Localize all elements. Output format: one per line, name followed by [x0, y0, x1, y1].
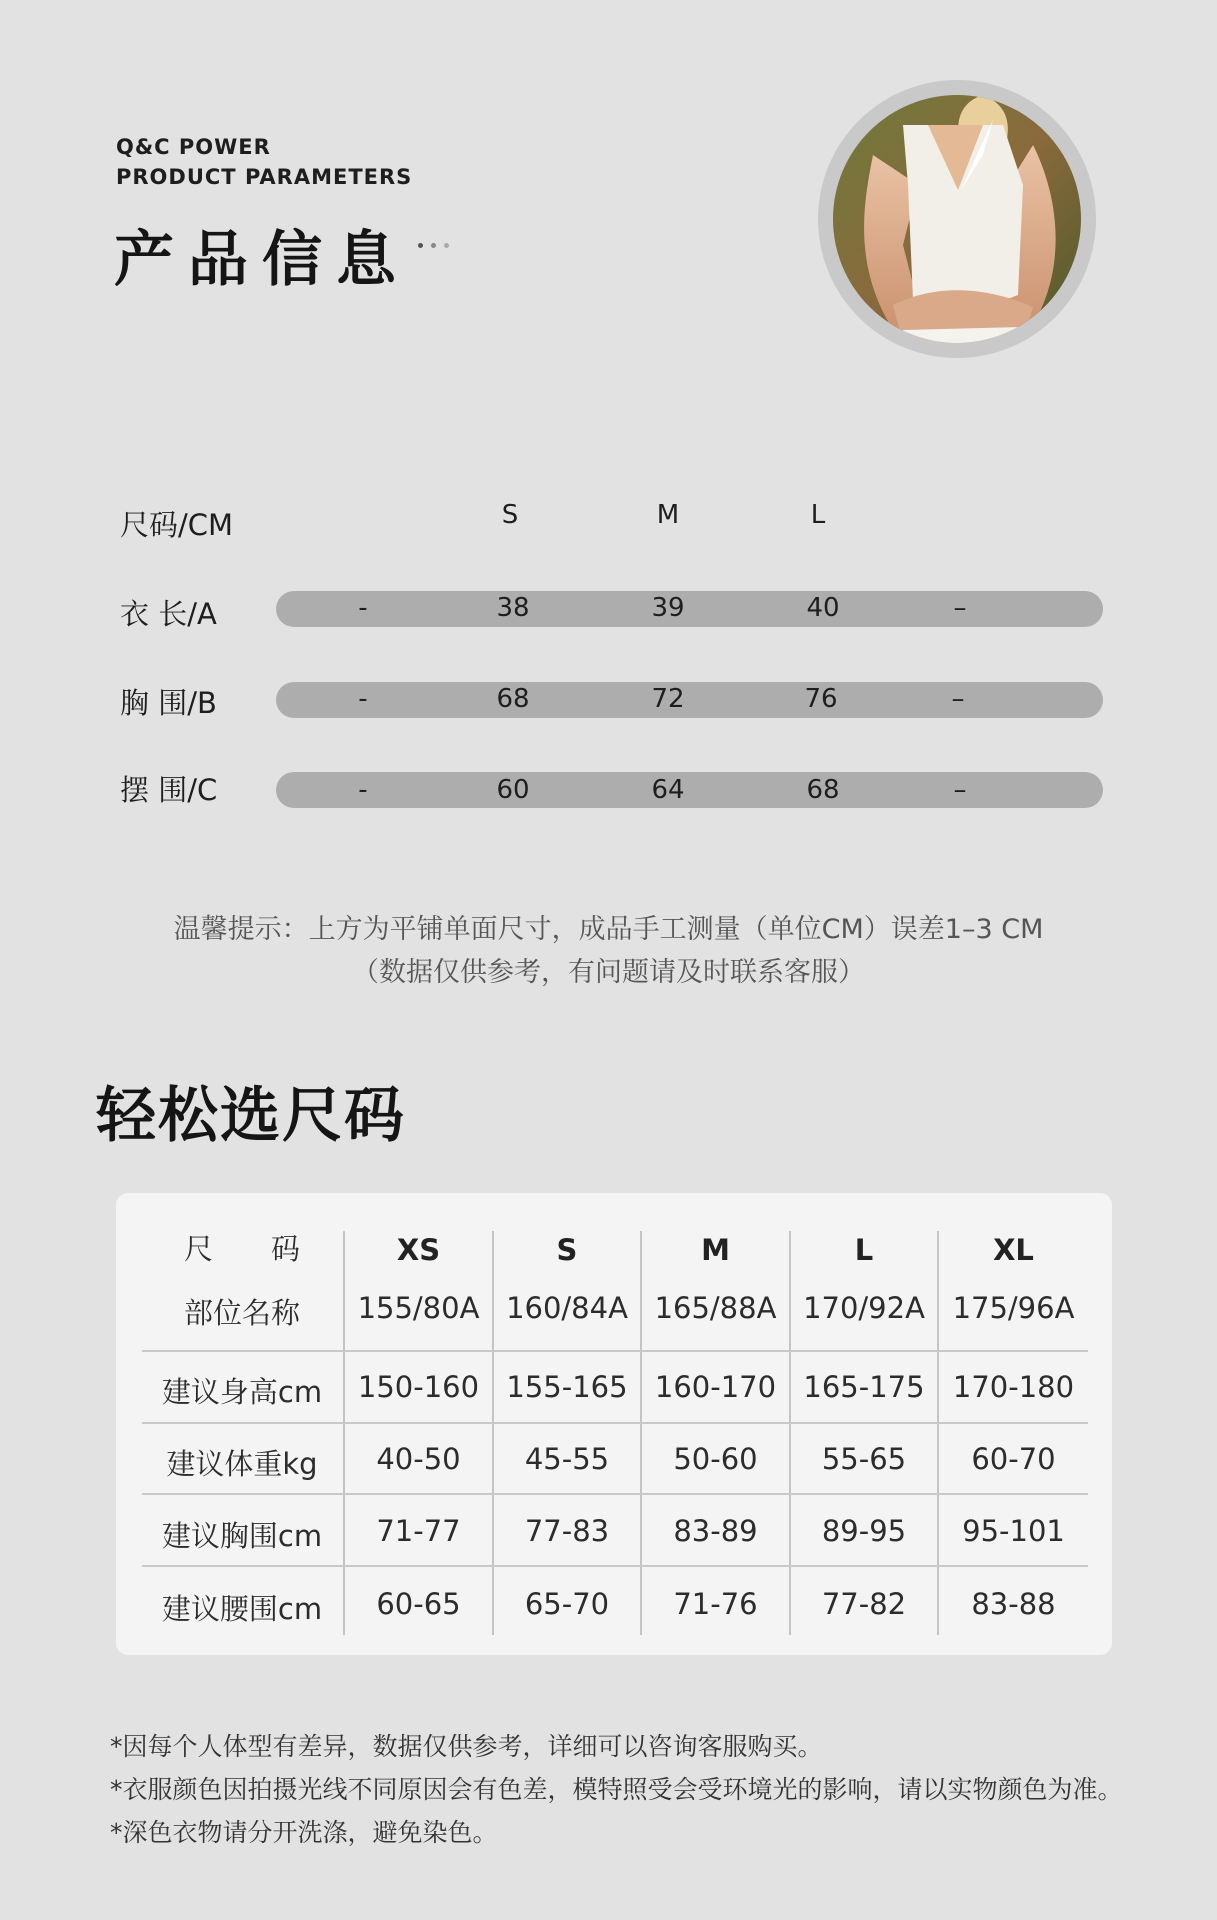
size-col-l: L	[854, 1233, 874, 1267]
size-chart-table	[116, 1193, 1112, 1655]
measure-value: 68	[496, 684, 530, 714]
size-header-l: L	[810, 500, 826, 530]
row-label-height: 建议身高cm	[161, 1375, 323, 1409]
table-cell: 95-101	[962, 1514, 1065, 1548]
measure-value: 40	[806, 593, 840, 623]
note-color-difference: *衣服颜色因拍摄光线不同原因会有色差，模特照受会受环境光的影响，请以实物颜色为准。	[110, 1775, 1123, 1804]
size-spec: 170/92A	[803, 1291, 925, 1325]
size-col-m: M	[701, 1233, 730, 1267]
measure-tip-note: （数据仅供参考，有问题请及时联系客服）	[352, 957, 865, 988]
table-cell: 45-55	[524, 1442, 610, 1476]
table-cell: 50-60	[673, 1442, 758, 1476]
measure-value: 72	[651, 684, 685, 714]
table-cell: 71-77	[376, 1514, 461, 1548]
measure-value: –	[953, 775, 967, 805]
size-spec: 175/96A	[952, 1291, 1075, 1325]
size-col-xl: XL	[993, 1233, 1034, 1267]
size-spec: 155/80A	[357, 1291, 480, 1325]
measure-value: 38	[496, 593, 530, 623]
measure-value: -	[358, 684, 368, 714]
measure-label-length: 衣 长/A	[120, 597, 217, 631]
brand-name: Q&C POWER	[116, 135, 271, 159]
product-photo-frame	[818, 80, 1096, 358]
size-header-m: M	[656, 500, 680, 530]
note-washing: *深色衣物请分开洗涤，避免染色。	[110, 1818, 498, 1847]
row-label-chest: 建议胸围cm	[161, 1519, 323, 1553]
corner-part-label: 部位名称	[183, 1296, 300, 1330]
measure-value: –	[951, 684, 965, 714]
size-guide-title: 轻松选尺码	[96, 1081, 406, 1151]
size-unit-label: 尺码/CM	[120, 508, 234, 542]
measure-value: 76	[804, 684, 838, 714]
row-label-weight: 建议体重kg	[166, 1447, 318, 1481]
measure-value: -	[358, 593, 368, 623]
measure-value: 60	[496, 775, 530, 805]
brand-subtitle: PRODUCT PARAMETERS	[116, 165, 413, 189]
title-dots-decoration	[418, 243, 449, 248]
table-cell: 77-83	[524, 1514, 610, 1548]
note-body-type: *因每个人体型有差异，数据仅供参考，详细可以咨询客服购买。	[110, 1732, 823, 1761]
measure-value: 39	[651, 593, 685, 623]
size-col-s: S	[556, 1233, 578, 1267]
table-cell: 40-50	[376, 1442, 461, 1476]
measure-value: 68	[806, 775, 840, 805]
table-cell: 165-175	[803, 1370, 925, 1404]
table-cell: 65-70	[524, 1587, 610, 1621]
measure-value: 64	[651, 775, 685, 805]
table-cell: 89-95	[821, 1514, 907, 1548]
size-spec: 165/88A	[654, 1291, 777, 1325]
row-label-waist: 建议腰围cm	[161, 1592, 323, 1626]
measure-label-chest: 胸 围/B	[120, 686, 217, 720]
measure-value: –	[953, 593, 967, 623]
table-cell: 155-165	[506, 1370, 628, 1404]
corner-size-label: 尺 码	[183, 1232, 300, 1266]
table-cell: 160-170	[654, 1370, 777, 1404]
table-cell: 170-180	[952, 1370, 1075, 1404]
size-header-s: S	[501, 500, 519, 530]
size-col-xs: XS	[396, 1233, 441, 1267]
product-photo	[833, 95, 1081, 343]
table-cell: 77-82	[821, 1587, 907, 1621]
table-cell: 55-65	[821, 1442, 907, 1476]
table-cell: 60-65	[376, 1587, 461, 1621]
table-cell: 83-89	[673, 1514, 758, 1548]
table-cell: 150-160	[357, 1370, 480, 1404]
measure-label-hem: 摆 围/C	[120, 773, 218, 807]
measure-tip: 温馨提示：上方为平铺单面尺寸，成品手工测量（单位CM）误差1–3 CM	[173, 914, 1044, 945]
measure-value: -	[358, 775, 368, 805]
table-cell: 71-76	[673, 1587, 758, 1621]
table-cell: 83-88	[971, 1587, 1056, 1621]
size-spec: 160/84A	[506, 1291, 628, 1325]
page-title: 产品信息	[114, 225, 410, 295]
table-cell: 60-70	[971, 1442, 1056, 1476]
